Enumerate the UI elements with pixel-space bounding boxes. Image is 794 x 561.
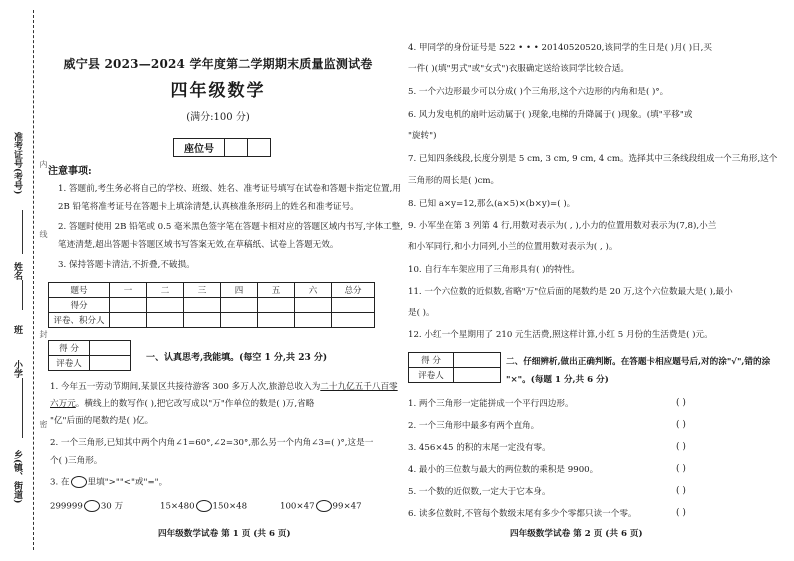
compare-circle[interactable]	[196, 500, 212, 512]
section-score-cell[interactable]	[90, 341, 131, 356]
question-2: 2. 一个三角形,已知其中两个内角∠1=60°,∠2=30°,那么另一个内角∠3=( )°,这是一	[50, 438, 374, 448]
question-1-cont2: "亿"后面的尾数约是( )亿。	[50, 416, 154, 426]
question-9: 9. 小军坐在第 3 列第 4 行,用数对表示为( , ),小力的位置用数对表示为(7,8),小兰	[408, 221, 717, 231]
score-table-header: 总分	[332, 283, 375, 298]
section2-score-box	[408, 352, 501, 383]
score-cell[interactable]	[184, 313, 221, 328]
question-1-text-2: 。横线上的数写作( ),把它改写成以"万"作单位的数是( )万,省略	[75, 399, 315, 409]
section1-title: 一、认真思考,我能填。(每空 1 分,共 23 分)	[146, 353, 328, 363]
town-label: 乡(镇、街道)	[12, 450, 22, 504]
score-cell[interactable]	[184, 298, 221, 313]
question-11-cont: 是( )。	[408, 308, 435, 318]
question-5: 5. 一个六边形最少可以分成( )个三角形,这个六边形的内角和是( )°。	[408, 87, 669, 97]
judge-bracket[interactable]: ( )	[676, 398, 686, 408]
seat-number-box	[173, 138, 271, 157]
score-table-header: 一	[110, 283, 147, 298]
compare-left: 100×47	[280, 501, 315, 512]
question-1-underlined: 二十九亿五千八百零	[320, 382, 398, 392]
compare-left: 15×480	[160, 501, 195, 512]
section-score-label: 得 分	[409, 353, 454, 368]
fold-label-4: 密	[39, 420, 48, 428]
judge-bracket[interactable]: ( )	[676, 486, 686, 496]
notice-line: 1. 答题前,考生务必将自己的学校、班级、姓名、准考证号填写在试卷和答题卡指定位置,用	[58, 184, 401, 194]
judge-item: 1. 两个三角形一定能拼成一个平行四边形。	[408, 399, 574, 409]
score-cell[interactable]	[147, 313, 184, 328]
question-3-text-2: 里填">""<"或"="。	[87, 477, 168, 488]
section2-title: 二、仔细辨析,做出正确判断。在答题卡相应题号后,对的涂"√",错的涂	[506, 357, 771, 367]
fold-line	[33, 10, 34, 550]
question-7: 7. 已知四条线段,长度分别是 5 cm, 3 cm, 9 cm, 4 cm。选择其中三条线段组成一个三角形,这个	[408, 154, 778, 164]
section-score-cell[interactable]	[454, 353, 501, 368]
section-grader-label: 评卷人	[49, 356, 90, 371]
section-grader-cell[interactable]	[454, 368, 501, 383]
question-4: 4. 甲同学的身份证号是 522 • • • 20140520520,该同学的生日是( )月( )日,买	[408, 43, 712, 53]
compare-item	[160, 500, 247, 514]
judge-item: 4. 最小的三位数与最大的两位数的乘积是 9900。	[408, 465, 599, 475]
notice-line: 2. 答题时使用 2B 铅笔或 0.5 毫米黑色签字笔在答题卡相对应的答题区域内书写,字体工整,	[58, 222, 403, 232]
fold-label-3: 封	[39, 330, 48, 338]
question-3	[50, 476, 167, 490]
question-6-cont: "旋转")	[408, 131, 437, 141]
score-cell[interactable]	[332, 313, 375, 328]
question-1-underlined-end: 六万元	[50, 399, 76, 409]
compare-circle[interactable]	[316, 500, 332, 512]
question-11: 11. 一个六位数的近似数,省略"万"位后面的尾数约是 20 万,这个六位数最大是( ),最小	[408, 287, 733, 297]
school-label: 小学	[12, 360, 22, 378]
question-1-text: 1. 今年五一劳动节期间,某景区共接待游客 300 多万人次,旅游总收入为	[50, 382, 321, 392]
compare-right: 150×48	[212, 501, 248, 512]
judge-item: 6. 读多位数时,不管每个数级末尾有多少个零都只读一个零。	[408, 509, 637, 519]
name-label: 姓名	[12, 262, 22, 280]
score-row-label: 评卷、积分人	[49, 313, 110, 328]
section1-score-box	[48, 340, 131, 371]
score-table-header: 六	[295, 283, 332, 298]
name-blank[interactable]	[22, 280, 23, 310]
score-row-label: 得分	[49, 298, 110, 313]
exam-number-blank[interactable]	[22, 210, 23, 254]
question-10: 10. 自行车车架应用了三角形具有( )的特性。	[408, 265, 580, 275]
score-table	[48, 282, 375, 328]
section-grader-label: 评卷人	[409, 368, 454, 383]
exam-number-label: 准考证号(考号)	[12, 132, 22, 195]
score-cell[interactable]	[295, 313, 332, 328]
school-blank[interactable]	[22, 378, 23, 438]
judge-item: 2. 一个三角形中最多有两个直角。	[408, 421, 540, 431]
compare-item	[280, 500, 362, 514]
notice-title: 注意事项:	[48, 166, 92, 177]
exam-subject: 四年级数学	[170, 81, 266, 101]
class-label: 班	[12, 325, 22, 334]
score-cell[interactable]	[221, 313, 258, 328]
judge-bracket[interactable]: ( )	[676, 442, 686, 452]
score-cell[interactable]	[332, 298, 375, 313]
score-cell[interactable]	[147, 298, 184, 313]
question-9-cont: 和小军同行,和小力同列,小兰的位置用数对表示为( , )。	[408, 242, 618, 252]
score-table-header: 二	[147, 283, 184, 298]
notice-line: 3. 保持答题卡清洁,不折叠,不破损。	[58, 260, 195, 270]
fold-label-1: 内	[39, 160, 48, 168]
question-12: 12. 小红一个星期用了 210 元生活费,照这样计算,小红 5 月份的生活费是( )元。	[408, 330, 713, 340]
section-grader-cell[interactable]	[90, 356, 131, 371]
right-page	[408, 0, 778, 561]
fold-label-2: 线	[39, 230, 48, 238]
question-3-text: 3. 在	[50, 477, 70, 488]
score-cell[interactable]	[258, 313, 295, 328]
exam-title: 威宁县 2023—2024 学年度第二学期期末质量监测试卷	[63, 57, 373, 71]
score-table-header: 题号	[49, 283, 110, 298]
judge-bracket[interactable]: ( )	[676, 508, 686, 518]
compare-left: 299999	[50, 501, 83, 512]
score-cell[interactable]	[258, 298, 295, 313]
compare-circle[interactable]	[84, 500, 100, 512]
score-table-header: 五	[258, 283, 295, 298]
question-1	[50, 381, 398, 394]
full-score: (满分:100 分)	[186, 112, 250, 123]
compare-right: 30 万	[100, 501, 124, 512]
score-cell[interactable]	[110, 313, 147, 328]
judge-item: 5. 一个数的近似数,一定大于它本身。	[408, 487, 551, 497]
seat-label: 座位号	[174, 139, 225, 157]
question-4-cont: 一件( )(填"男式"或"女式")衣服确定送给该同学比较合适。	[408, 64, 630, 74]
question-2-cont: 个( )三角形。	[50, 456, 103, 466]
score-table-header: 三	[184, 283, 221, 298]
judge-bracket[interactable]: ( )	[676, 464, 686, 474]
page-footer-right: 四年级数学试卷 第 2 页 (共 6 页)	[510, 529, 643, 539]
question-6: 6. 风力发电机的扇叶运动属于( )现象,电梯的升降属于( )现象。(填"平移"或	[408, 110, 693, 120]
question-8: 8. 已知 a×y=12,那么(a×5)×(b×y)=( )。	[408, 199, 576, 209]
judge-bracket[interactable]: ( )	[676, 420, 686, 430]
circle-icon	[71, 476, 87, 488]
page-footer-left: 四年级数学试卷 第 1 页 (共 6 页)	[158, 529, 291, 539]
compare-right: 99×47	[332, 501, 362, 512]
judge-item: 3. 456×45 的积的末尾一定没有零。	[408, 443, 551, 453]
score-table-header: 四	[221, 283, 258, 298]
question-1-cont	[50, 398, 314, 411]
section2-title-cont: "×"。(每题 1 分,共 6 分)	[506, 375, 609, 385]
question-7-cont: 三角形的周长是( )cm。	[408, 176, 500, 186]
score-cell[interactable]	[221, 298, 258, 313]
notice-line: 2B 铅笔将准考证号在答题卡上填涂清楚,认真核准条形码上的姓名和准考证号。	[58, 202, 359, 212]
left-page	[48, 0, 403, 561]
compare-item	[50, 500, 123, 514]
score-cell[interactable]	[110, 298, 147, 313]
seat-cell[interactable]	[225, 139, 248, 157]
score-cell[interactable]	[295, 298, 332, 313]
notice-line: 笔迹清楚,超出答题卡答题区域书写答案无效,在草稿纸、试卷上答题无效。	[58, 240, 339, 250]
seat-cell[interactable]	[248, 139, 271, 157]
section-score-label: 得 分	[49, 341, 90, 356]
